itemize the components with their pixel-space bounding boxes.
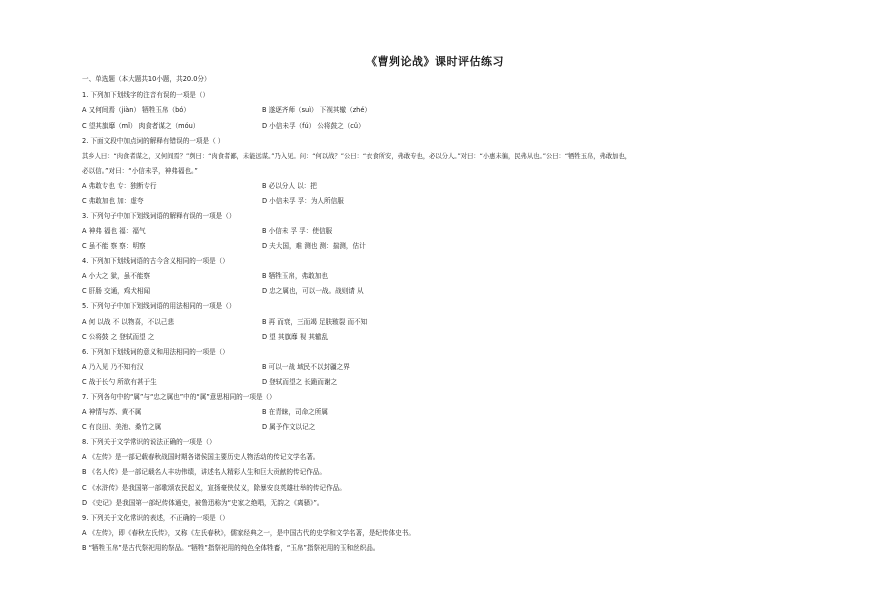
q9-stem: 9. 下列关于文化常识的表述，不正确的一项是（） [82,514,229,522]
q8-option-a: A 《左传》是一部记载春秋战国时期各诸侯国主要历史人物活动的传记文学名著。 [82,453,320,461]
q1-stem: 1. 下列加下划线字的注音有误的一项是（） [82,91,210,99]
q3-option-c: C 虽不能 察 察：明察 [82,242,146,250]
page-title: 《曹刿论战》课时评估练习 [366,55,504,68]
q8-option-b: B 《名人传》是一部记载名人丰功伟绩，讲述名人精彩人生和巨大贡献的传记作品。 [82,468,326,476]
q2-passage-line-2: 必以信。”对曰：“小信未孚，神弗福也。” [82,167,198,175]
q7-option-d: D 属予作文以记之 [262,423,316,431]
q3-option-b: B 小信未 孚 孚：使信服 [262,227,333,235]
q1-option-b: B 遂逐齐师（suì） 下视其辙（zhé） [262,106,371,114]
q3-option-d: D 夫大国，难 测也 测：揣测，估计 [262,242,366,250]
q2-passage-line-1: 其乡人曰：“肉食者谋之，又何间焉？”刿曰：“肉食者鄙，未能远谋。”乃入见。问：“何以战？”公曰：“衣食所安，弗敢专也，必以分人。”对曰：“小惠未徧，民弗从也。”公曰：“牺牲玉帛，弗敢加也， [82,153,632,160]
q6-option-b: B 可以一战 域民不以封疆之界 [262,363,350,371]
q6-option-d: D 登轼而望之 长跪而谢之 [262,378,338,386]
q4-option-b: B 牺牲玉帛，弗敢加也 [262,272,328,280]
q2-option-b: B 必以分人 以：把 [262,182,317,190]
q4-option-d: D 忠之属也，可以一战。战则请 从 [262,287,364,295]
q9-option-b: B “牺牲玉帛”是古代祭祀用的祭品。“牺牲”指祭祀用的纯色全体牲畜，“玉帛”指祭祀用的玉和丝织品。 [82,544,380,552]
q4-option-a: A 小大之 狱，虽不能察 [82,272,151,280]
q9-option-a: A 《左传》，即《春秋左氏传》，又称《左氏春秋》，儒家经典之一，是中国古代的史学和文学名著，是纪传体史书。 [82,529,415,537]
q8-stem: 8. 下列关于文学常识的说法正确的一项是（） [82,438,216,446]
q5-option-b: B 再 而衰，三而竭 足肤皲裂 而不知 [262,318,368,326]
q7-option-a: A 神情与苏、黄不属 [82,408,142,416]
q5-option-c: C 公将鼓 之 登轼而望 之 [82,333,155,341]
q8-option-d: D 《史记》是我国第一部纪传体通史，被鲁迅称为“史家之绝唱，无韵之《离骚》”。 [82,499,324,507]
q2-stem: 2. 下面文段中加点词的解释有错误的一项是（ ） [82,137,225,145]
q4-option-c: C 肝肠 交通，鸡犬相闻 [82,287,151,295]
q5-option-d: D 望 其旗靡 视 其辙乱 [262,333,329,341]
q7-option-c: C 有良田、美池、桑竹之属 [82,423,162,431]
q4-stem: 4. 下列加下划线词语的古今含义相同的一项是（） [82,257,229,265]
q6-option-c: C 战于长勺 所欲有甚于生 [82,378,157,386]
q1-option-d: D 小信未孚（fú） 公将鼓之（cǔ） [262,122,365,130]
q7-option-b: B 在青睐，司命之所属 [262,408,328,416]
q7-stem: 7. 下列各句中的“属”与“忠之属也”中的“属”意思相同的一项是（） [82,393,276,401]
q1-option-c: C 望其旗靡（mǐ） 肉食者谋之（móu） [82,122,200,130]
q5-option-a: A 何 以战 不 以物喜，不以己悲 [82,318,175,326]
q2-option-c: C 弗敢加也 加：虚夸 [82,197,144,205]
q6-stem: 6. 下列加下划线词的意义和用法相同的一项是（） [82,348,229,356]
q3-stem: 3. 下列句子中加下划线词语的解释有误的一项是（） [82,212,236,220]
q2-option-a: A 弗敢专也 专：独断专行 [82,182,157,190]
q1-option-a: A 又何间焉（jiàn） 牺牲玉帛（bó） [82,106,190,114]
q5-stem: 5. 下列句子中加下划线词语的用法相同的一项是（） [82,302,236,310]
q8-option-c: C 《水浒传》是我国第一部歌颂农民起义，宣扬豪侠仗义，除暴安良英雄壮举的传记作品。 [82,484,346,492]
q6-option-a: A 乃入见 乃不知有汉 [82,363,144,371]
section-heading: 一、单选题（本大题共10小题，共20.0分） [82,75,211,83]
q2-option-d: D 小信未孚 孚：为人所信服 [262,197,344,205]
q3-option-a: A 神弗 福也 福：福气 [82,227,146,235]
